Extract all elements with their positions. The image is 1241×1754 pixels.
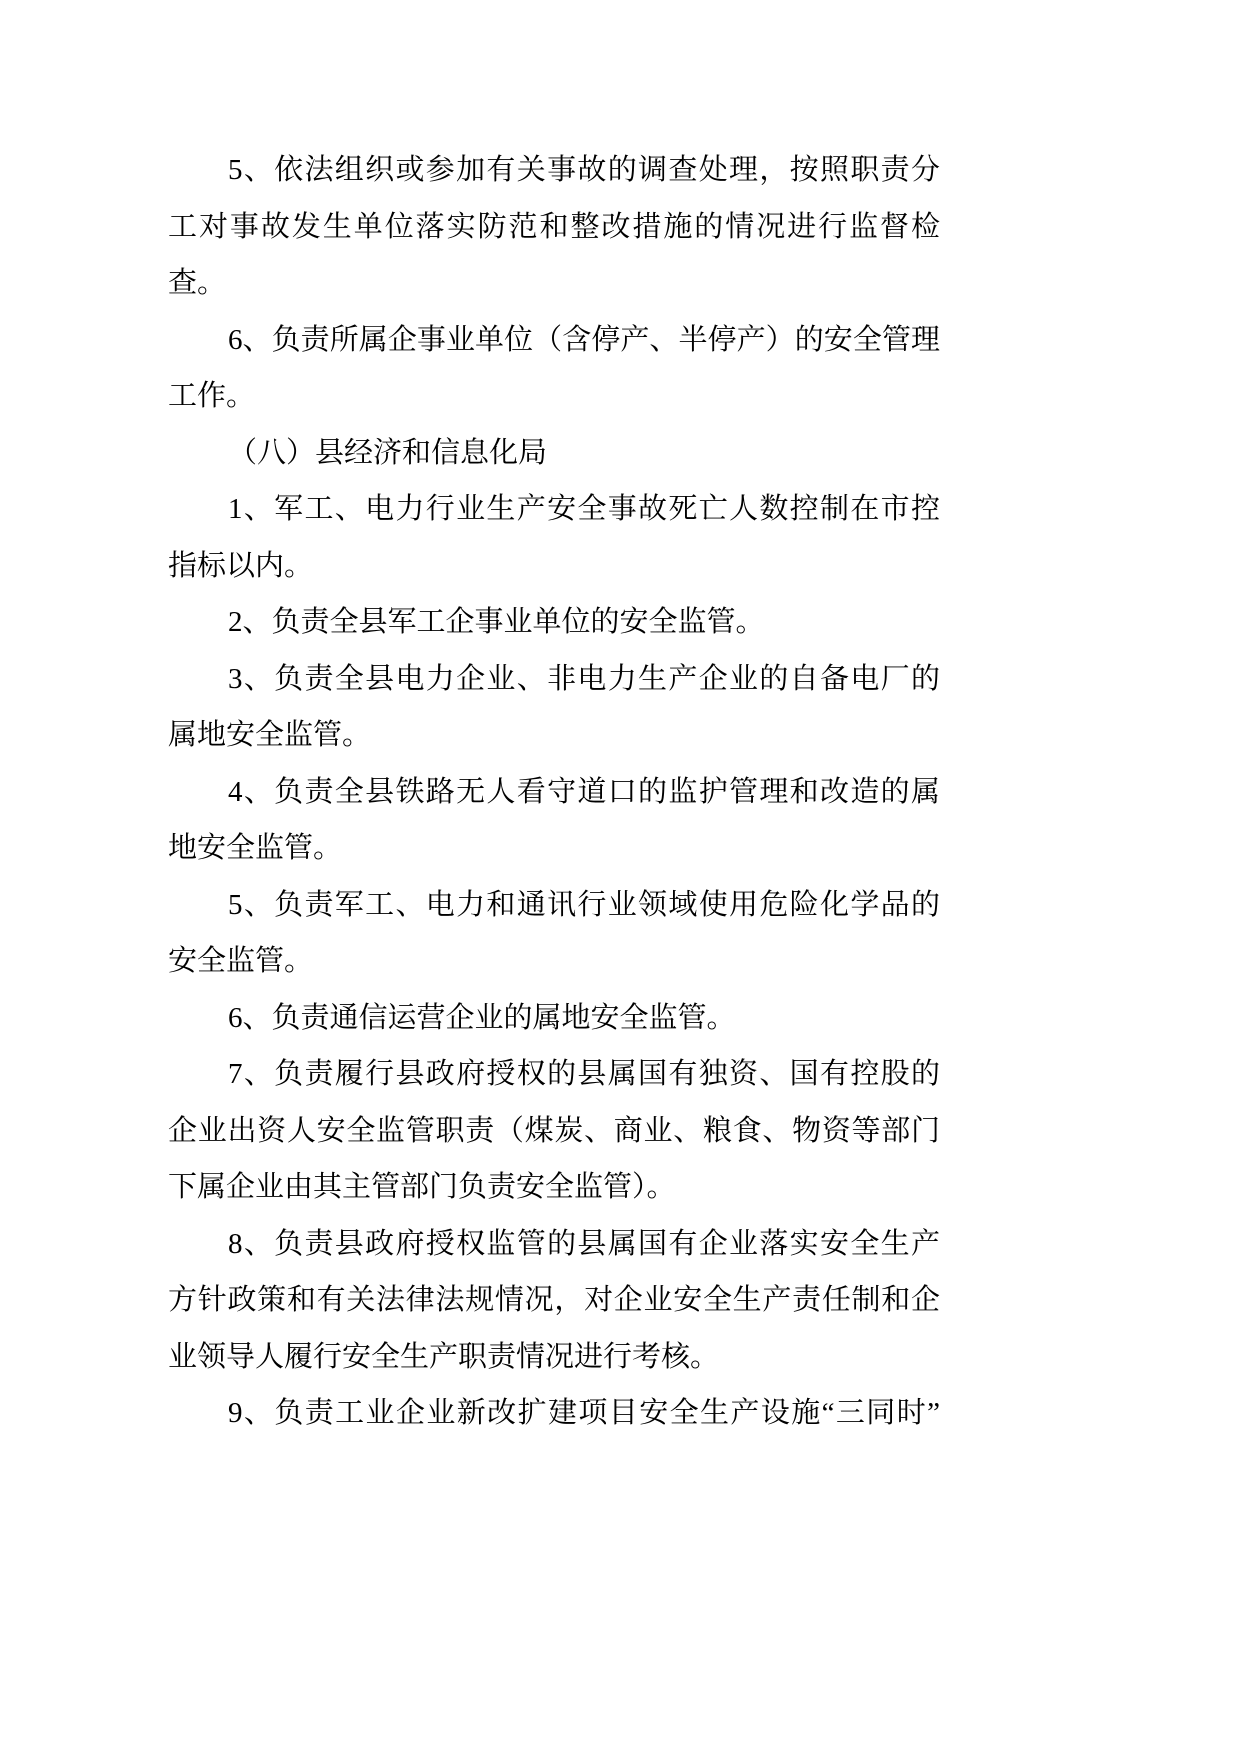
paragraph-line: 地安全监管。: [168, 832, 343, 864]
paragraph-line: 企业出资人安全监管职责（煤炭、商业、粮食、物资等部门: [168, 1114, 940, 1147]
paragraph: [168, 651, 940, 764]
paragraph: [168, 990, 940, 1047]
document-body: [168, 142, 940, 1442]
paragraph: [168, 764, 940, 877]
paragraph-line: 6、负责通信运营企业的属地安全监管。: [228, 1001, 736, 1034]
paragraph: [168, 312, 940, 425]
paragraph-line: 查。: [168, 267, 227, 299]
paragraph: [168, 1216, 940, 1386]
section-heading: （八）县经济和信息化局: [228, 436, 548, 469]
paragraph-line: 方针政策和有关法律法规情况，对企业安全生产责任制和企: [168, 1284, 940, 1316]
paragraph-line: 2、负责全县军工企事业单位的安全监管。: [228, 606, 765, 638]
paragraph: [168, 142, 940, 312]
paragraph-line: 3、负责全县电力企业、非电力生产企业的自备电厂的: [228, 662, 940, 695]
paragraph: [168, 1385, 940, 1442]
paragraph-line: 7、负责履行县政府授权的县属国有独资、国有控股的: [228, 1058, 940, 1090]
paragraph-line: 指标以内。: [168, 549, 314, 582]
paragraph-line: 属地安全监管。: [168, 719, 372, 751]
paragraph-line: 业领导人履行安全生产职责情况进行考核。: [168, 1340, 720, 1373]
paragraph-line: 6、负责所属企事业单位（含停产、半停产）的安全管理: [228, 323, 940, 356]
paragraph-line: 9、负责工业企业新改扩建项目安全生产设施“三同时”: [228, 1397, 940, 1429]
paragraph: [168, 877, 940, 990]
paragraph: [168, 594, 940, 651]
paragraph-line: 1、军工、电力行业生产安全事故死亡人数控制在市控: [228, 493, 940, 525]
paragraph-line: 下属企业由其主管部门负责安全监管）。: [168, 1171, 676, 1203]
paragraph-line: 5、依法组织或参加有关事故的调查处理，按照职责分: [228, 154, 940, 186]
paragraph-line: 工作。: [168, 380, 256, 412]
paragraph-line: 安全监管。: [168, 945, 314, 977]
paragraph-line: 8、负责县政府授权监管的县属国有企业落实安全生产: [228, 1227, 940, 1260]
paragraph: [168, 1046, 940, 1216]
paragraph: [168, 481, 940, 594]
section-heading-block: [168, 425, 940, 482]
paragraph-line: 5、负责军工、电力和通讯行业领域使用危险化学品的: [228, 888, 940, 921]
paragraph-line: 工对事故发生单位落实防范和整改措施的情况进行监督检: [168, 210, 940, 243]
paragraph-line: 4、负责全县铁路无人看守道口的监护管理和改造的属: [228, 775, 940, 808]
